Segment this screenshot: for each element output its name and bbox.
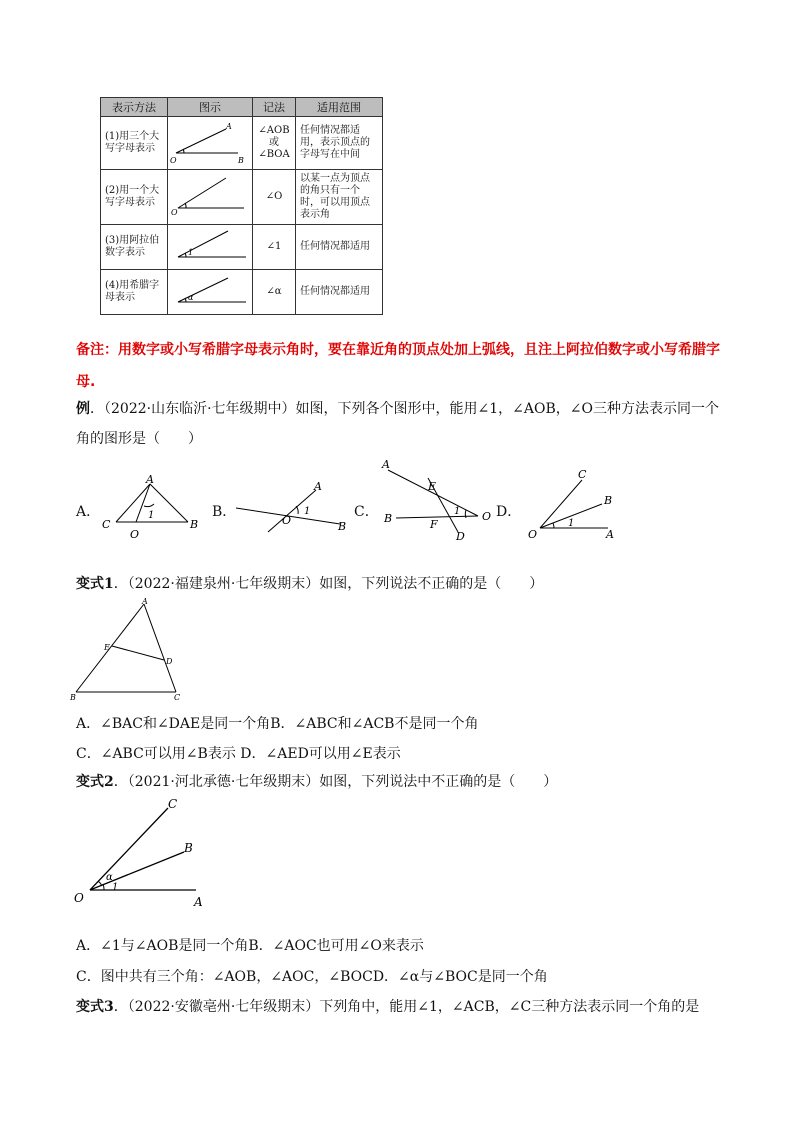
figc-label-e: E — [428, 480, 437, 493]
row4-figure — [168, 270, 253, 315]
figd-label-1: 1 — [568, 518, 575, 529]
fig3-label-1: 1 — [188, 248, 194, 257]
variant2-figure — [70, 794, 210, 910]
header-method: 表示方法 — [101, 98, 168, 117]
table-row — [101, 270, 383, 315]
row1-scope: 任何情况都适用，表示顶点的字母写在中间 — [296, 117, 383, 170]
fig1-label-b: B — [238, 156, 244, 165]
row1-method: (1)用三个大写字母表示 — [101, 117, 168, 170]
fig1-label-a: A — [226, 122, 232, 131]
option-b-label: B． — [212, 504, 237, 520]
variant3-stem — [76, 996, 699, 1016]
option-a-label: A． — [76, 504, 101, 520]
figc-label-1: 1 — [454, 506, 461, 517]
variant2-options-line1: A．∠1与∠AOB是同一个角B．∠AOC也可用∠O来表示 — [76, 938, 424, 954]
row4-notation: ∠α — [253, 270, 296, 315]
v2-label-o: O — [74, 891, 84, 905]
figd-label-a: A — [606, 528, 614, 541]
example-figure-c — [378, 456, 498, 542]
v1-label-b: B — [70, 693, 76, 702]
figa-label-a: A — [146, 473, 154, 486]
v2-label-c: C — [168, 797, 178, 811]
variant1-label: 变式1 — [76, 576, 114, 592]
fig2-label-o: O — [171, 208, 178, 217]
row4-method: (4)用希腊字母表示 — [101, 270, 168, 315]
table-row — [101, 117, 383, 170]
row3-method: (3)用阿拉伯数字表示 — [101, 225, 168, 270]
v2-label-1: 1 — [112, 882, 119, 893]
figc-label-o: O — [482, 510, 492, 523]
v2-label-a: A — [194, 895, 203, 909]
figd-label-c: C — [578, 468, 587, 481]
table-row — [101, 225, 383, 270]
row2-scope: 以某一点为顶点的角只有一个时，可以用顶点表示角 — [296, 170, 383, 225]
angle-figure-1 — [168, 117, 252, 165]
figb-label-1: 1 — [304, 506, 311, 517]
row2-figure — [168, 170, 253, 225]
angle-figure-4 — [168, 270, 252, 310]
header-notation: 记法 — [253, 98, 296, 117]
figb-label-a: A — [314, 480, 322, 493]
figa-label-c: C — [102, 518, 111, 531]
example-stem — [76, 398, 719, 418]
option-c-label: C． — [354, 504, 379, 520]
row3-figure — [168, 225, 253, 270]
table-header-row — [101, 98, 383, 117]
example-figure-d — [524, 466, 624, 542]
figb-label-o: O — [282, 514, 292, 527]
row4-scope: 任何情况都适用 — [296, 270, 383, 315]
variant1-stem — [76, 573, 543, 593]
figb-label-b: B — [338, 520, 347, 533]
variant2-stem-text: ．（2021·河北承德·七年级期末）如图，下列说法中不正确的是（ ） — [113, 774, 558, 790]
figc-label-b: B — [384, 512, 393, 525]
option-d-label: D． — [496, 504, 522, 520]
v1-label-a: A — [142, 597, 148, 606]
fig1-label-o: O — [170, 156, 177, 165]
note-line1: 备注：用数字或小写希腊字母表示角时，要在靠近角的顶点处加上弧线，且注上阿拉伯数字或小写希腊字 — [76, 342, 720, 358]
header-figure: 图示 — [168, 98, 253, 117]
variant1-figure — [70, 596, 190, 704]
v2-label-b: B — [184, 841, 193, 855]
variant3-stem-text: ．（2022·安徽亳州·七年级期末）下列角中，能用∠1，∠ACB，∠C三种方法表示同一个角的是 — [113, 999, 700, 1015]
example-label: 例 — [76, 401, 90, 417]
table-row — [101, 170, 383, 225]
variant1-options-line1: A．∠BAC和∠DAE是同一个角B．∠ABC和∠ACB不是同一个角 — [76, 716, 479, 732]
variant2-stem — [76, 771, 557, 791]
v2-label-alpha: α — [106, 872, 113, 883]
variant1-options-line2: C．∠ABC可以用∠B表示 D．∠AED可以用∠E表示 — [76, 746, 401, 762]
v1-label-c: C — [174, 693, 181, 702]
angle-figure-2 — [168, 170, 252, 220]
angle-figure-3 — [168, 225, 252, 265]
note-line2: 母. — [76, 374, 96, 390]
example-stem-line2: 角的图形是（ ） — [76, 431, 202, 447]
example-figure-b — [232, 474, 352, 534]
fig4-label-alpha: α — [188, 293, 194, 302]
v1-label-d: D — [166, 657, 173, 666]
figd-label-o: O — [528, 528, 538, 541]
figd-label-b: B — [604, 494, 613, 507]
figc-label-f: F — [430, 518, 438, 531]
figa-label-1: 1 — [148, 510, 155, 521]
row3-scope: 任何情况都适用 — [296, 225, 383, 270]
variant1-stem-text: ．（2022·福建泉州·七年级期末）如图，下列说法不正确的是（ ） — [113, 576, 544, 592]
figc-label-d: D — [456, 530, 465, 542]
row1-notation: ∠AOB或∠BOA — [253, 117, 296, 170]
row2-method: (2)用一个大写字母表示 — [101, 170, 168, 225]
v1-label-e: E — [104, 643, 110, 652]
variant2-options-line2: C．图中共有三个角：∠AOB，∠AOC，∠BOCD．∠α与∠BOC是同一个角 — [76, 969, 548, 985]
variant2-label: 变式2 — [76, 774, 114, 790]
variant3-label: 变式3 — [76, 999, 114, 1015]
figa-label-b: B — [190, 518, 199, 531]
angle-notation-table — [100, 97, 383, 315]
header-scope: 适用范围 — [296, 98, 383, 117]
figc-label-a: A — [382, 458, 390, 471]
row3-notation: ∠1 — [253, 225, 296, 270]
example-figure-a — [96, 470, 206, 542]
row2-notation: ∠O — [253, 170, 296, 225]
row1-figure — [168, 117, 253, 170]
example-stem-text: ．（2022·山东临沂·七年级期中）如图，下列各个图形中，能用∠1，∠AOB，∠O三种方法表示同一个 — [90, 401, 719, 417]
figa-label-o: O — [130, 528, 140, 541]
